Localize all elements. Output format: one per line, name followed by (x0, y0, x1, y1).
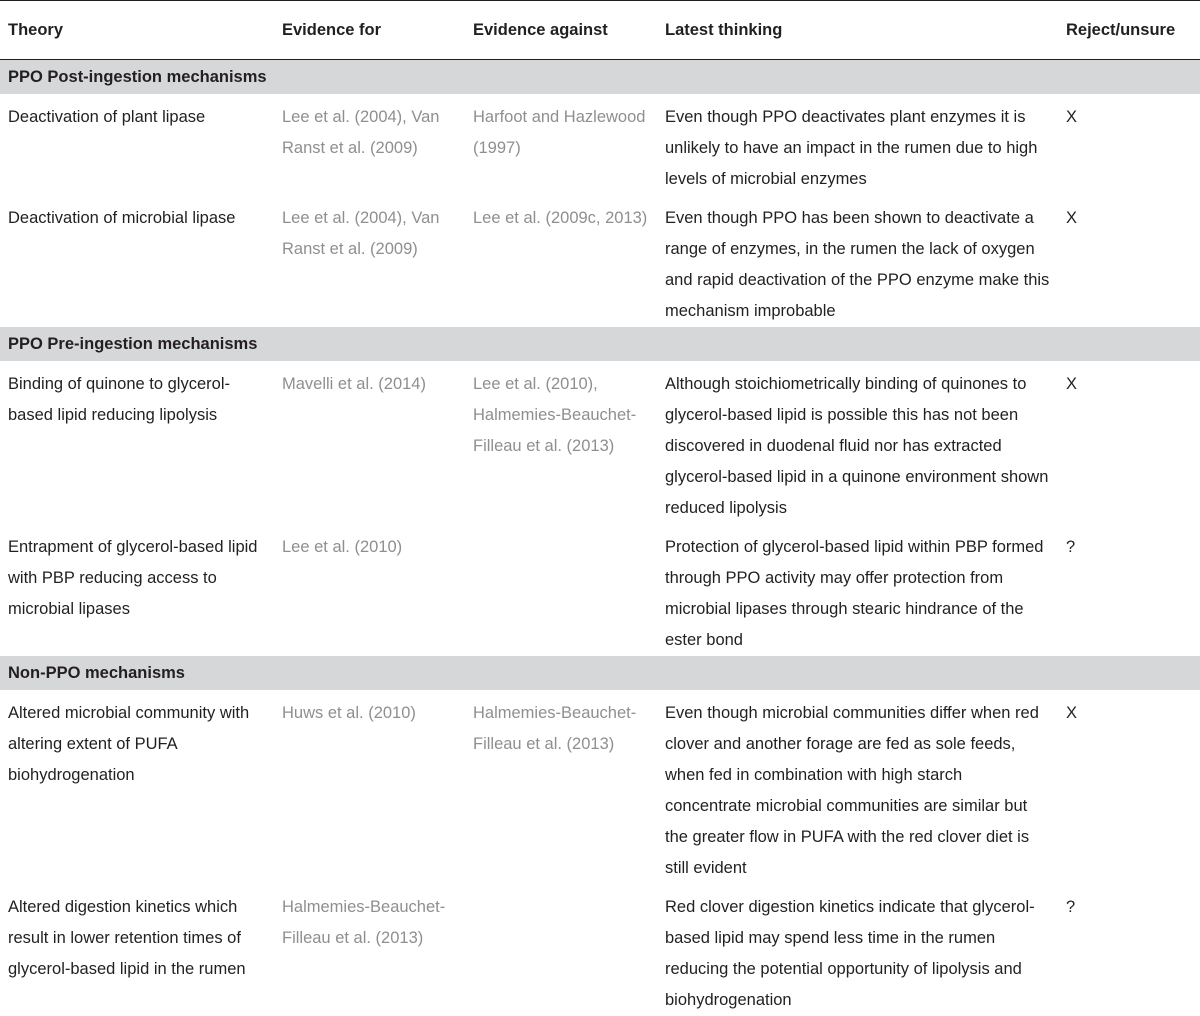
cell-evidence-for: Huws et al. (2010) (274, 690, 465, 884)
section-title: PPO Pre-ingestion mechanisms (0, 327, 1200, 361)
section-title: Non-PPO mechanisms (0, 656, 1200, 690)
cell-reject-unsure: X (1058, 94, 1200, 195)
cell-evidence-for: Lee et al. (2004), Van Ranst et al. (2009) (274, 195, 465, 327)
section-title: PPO Post-ingestion mechanisms (0, 60, 1200, 95)
header-latest-thinking: Latest thinking (657, 1, 1058, 60)
cell-latest-thinking: Even though microbial communities differ when red clover and another forage are fed as sole feeds, when fed in combination with high starch concentrate microbial communities are similar but the greater flow in PUFA with the red clover diet is still evident (657, 690, 1058, 884)
cell-theory: Entrapment of glycerol-based lipid with PBP reducing access to microbial lipases (0, 524, 274, 656)
header-reject-unsure: Reject/unsure (1058, 1, 1200, 60)
cell-evidence-against: Lee et al. (2010), Halmemies-Beauchet-Filleau et al. (2013) (465, 361, 657, 524)
table-row (0, 884, 1200, 1016)
cell-latest-thinking: Even though PPO deactivates plant enzymes it is unlikely to have an impact in the rumen due to high levels of microbial enzymes (657, 94, 1058, 195)
cell-evidence-for: Lee et al. (2010) (274, 524, 465, 656)
cell-evidence-for: Halmemies-Beauchet-Filleau et al. (2013) (274, 884, 465, 1016)
cell-evidence-against: Halmemies-Beauchet-Filleau et al. (2013) (465, 690, 657, 884)
cell-theory: Altered digestion kinetics which result in lower retention times of glycerol-based lipid in the rumen (0, 884, 274, 1016)
table-row (0, 690, 1200, 884)
cell-reject-unsure: X (1058, 361, 1200, 524)
header-theory: Theory (0, 1, 274, 60)
cell-latest-thinking: Although stoichiometrically binding of quinones to glycerol-based lipid is possible this has not been discovered in duodenal fluid nor has extracted glycerol-based lipid in a quinone environment shown reduced lipolysis (657, 361, 1058, 524)
cell-reject-unsure: ? (1058, 524, 1200, 656)
table-body (0, 60, 1200, 1016)
cell-evidence-for: Mavelli et al. (2014) (274, 361, 465, 524)
cell-evidence-against: Harfoot and Hazlewood (1997) (465, 94, 657, 195)
table-row (0, 94, 1200, 195)
section-header (0, 60, 1200, 95)
cell-reject-unsure: X (1058, 690, 1200, 884)
cell-evidence-against (465, 884, 657, 1016)
table-row (0, 361, 1200, 524)
header-evidence-for: Evidence for (274, 1, 465, 60)
table-header (0, 1, 1200, 60)
cell-theory: Altered microbial community with altering extent of PUFA biohydrogenation (0, 690, 274, 884)
cell-evidence-against: Lee et al. (2009c, 2013) (465, 195, 657, 327)
cell-theory: Deactivation of microbial lipase (0, 195, 274, 327)
cell-latest-thinking: Red clover digestion kinetics indicate that glycerol-based lipid may spend less time in the rumen reducing the potential opportunity of lipolysis and biohydrogenation (657, 884, 1058, 1016)
cell-latest-thinking: Even though PPO has been shown to deactivate a range of enzymes, in the rumen the lack of oxygen and rapid deactivation of the PPO enzyme make this mechanism improbable (657, 195, 1058, 327)
cell-reject-unsure: X (1058, 195, 1200, 327)
section-header (0, 656, 1200, 690)
cell-reject-unsure: ? (1058, 884, 1200, 1016)
cell-evidence-against (465, 524, 657, 656)
header-evidence-against: Evidence against (465, 1, 657, 60)
table-row (0, 524, 1200, 656)
cell-evidence-for: Lee et al. (2004), Van Ranst et al. (2009) (274, 94, 465, 195)
cell-theory: Deactivation of plant lipase (0, 94, 274, 195)
section-header (0, 327, 1200, 361)
table-row (0, 195, 1200, 327)
cell-theory: Binding of quinone to glycerol-based lipid reducing lipolysis (0, 361, 274, 524)
cell-latest-thinking: Protection of glycerol-based lipid within PBP formed through PPO activity may offer protection from microbial lipases through stearic hindrance of the ester bond (657, 524, 1058, 656)
